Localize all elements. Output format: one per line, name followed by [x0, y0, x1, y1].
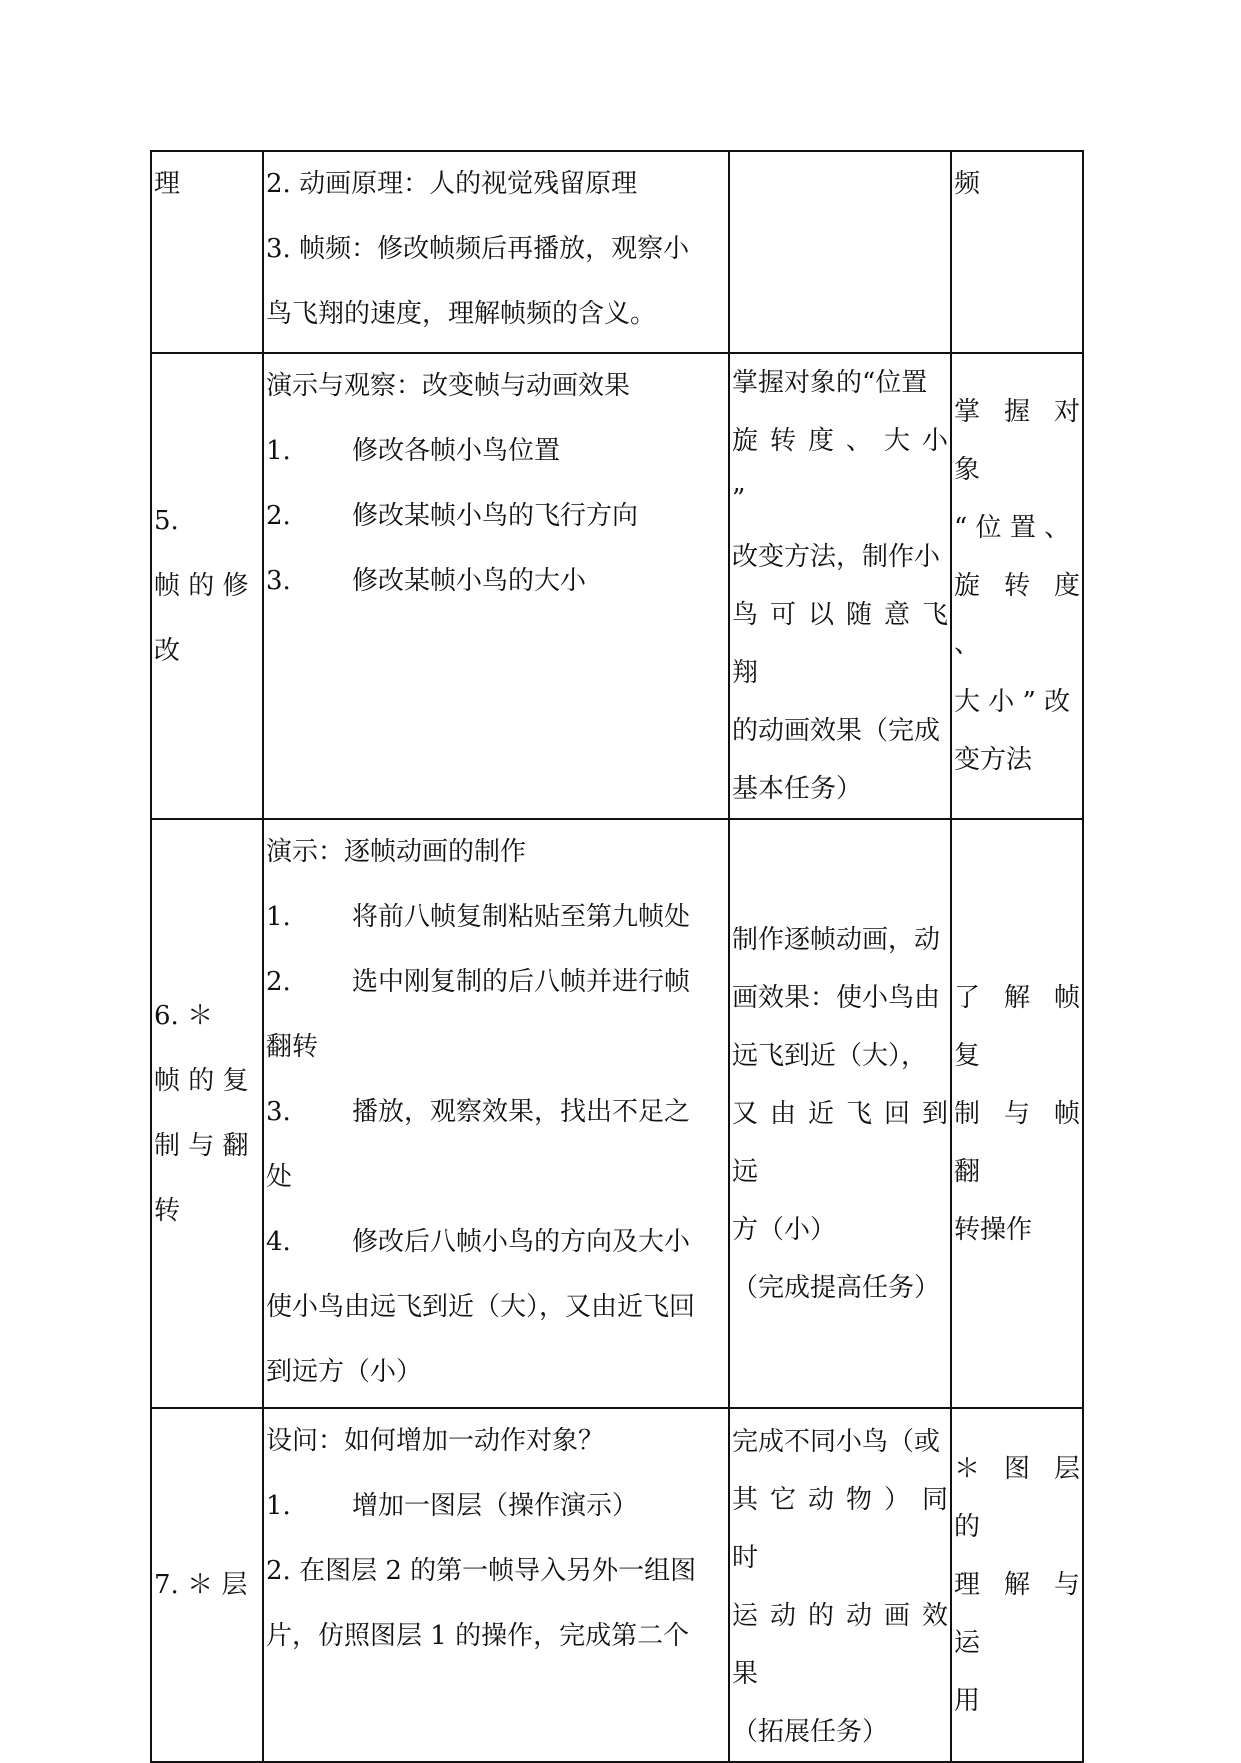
table-row	[151, 819, 1083, 1408]
step-number: 3.	[266, 1097, 291, 1127]
process-line	[266, 419, 726, 484]
task-line: 方（小）	[732, 1214, 837, 1245]
process-line	[266, 950, 726, 1015]
step-text: 增加一图层（操作演示）	[352, 1491, 639, 1521]
goal-line: 制 与 帧 翻	[954, 1098, 1080, 1187]
process-line: 处	[266, 1162, 293, 1192]
process-cell	[263, 819, 729, 1408]
task-line: 制作逐帧动画，动	[732, 924, 941, 955]
process-line: 片，仿照图层 1 的操作，完成第二个	[266, 1621, 690, 1651]
step-number: 1.	[266, 902, 291, 932]
stage-cell	[151, 353, 263, 819]
task-line: 其 它 动 物 ） 同 时	[732, 1485, 948, 1573]
task-cell	[729, 1408, 951, 1762]
process-cell	[263, 151, 729, 353]
step-number: 2.	[266, 501, 291, 531]
step-number: 3.	[266, 566, 291, 596]
process-cell	[263, 1408, 729, 1762]
stage-line: 制 与 翻	[154, 1130, 249, 1161]
stage-line: 帧 的 复	[154, 1065, 249, 1096]
stage-line: 5.	[154, 505, 179, 536]
step-text: 修改某帧小鸟的飞行方向	[352, 501, 639, 531]
task-line: 远飞到近（大），	[732, 1040, 928, 1071]
process-line	[266, 1210, 726, 1275]
stage-line: 改	[154, 635, 181, 666]
lesson-plan-table	[150, 150, 1084, 1763]
goal-line: 变方法	[954, 745, 1033, 775]
stage-line: 7. ＊ 层	[154, 1569, 248, 1600]
task-line: 基本任务）	[732, 774, 863, 804]
task-line: 的动画效果（完成	[732, 716, 941, 746]
task-cell	[729, 151, 951, 353]
task-line: 完成不同小鸟（或	[732, 1427, 941, 1457]
process-line: 到远方（小）	[266, 1357, 423, 1387]
goal-line: 大 小 ” 改	[954, 687, 1071, 717]
process-line: 演示：逐帧动画的制作	[266, 837, 527, 867]
goal-line: 转操作	[954, 1214, 1033, 1245]
goal-line: ＊ 图 层 的	[954, 1454, 1080, 1542]
process-line: 2. 动画原理：人的视觉残留原理	[266, 169, 638, 199]
process-line: 鸟飞翔的速度，理解帧频的含义。	[266, 299, 657, 329]
step-number: 2.	[266, 967, 291, 997]
goal-line: 旋 转 度 、	[954, 571, 1080, 659]
goal-cell	[951, 353, 1083, 819]
goal-line: “ 位 置 、	[954, 513, 1071, 543]
task-line: 又 由 近 飞 回 到 远	[732, 1098, 948, 1187]
stage-cell	[151, 1408, 263, 1762]
step-text: 选中刚复制的后八帧并进行帧	[352, 967, 691, 997]
goal-line: 理 解 与 运	[954, 1570, 1080, 1658]
task-line: 运 动 的 动 画 效 果	[732, 1601, 948, 1689]
task-line: 旋 转 度 、 大 小 ”	[732, 426, 948, 514]
stage-line: 帧 的 修	[154, 570, 249, 601]
stage-line: 6. ＊	[154, 1000, 214, 1031]
goal-cell	[951, 151, 1083, 353]
process-line	[266, 1080, 726, 1145]
table-row	[151, 353, 1083, 819]
step-text: 修改各帧小鸟位置	[352, 436, 561, 466]
table-row	[151, 1408, 1083, 1762]
task-cell	[729, 819, 951, 1408]
task-line: 掌握对象的“位置	[732, 368, 928, 398]
step-text: 将前八帧复制粘贴至第九帧处	[352, 902, 691, 932]
process-line: 演示与观察：改变帧与动画效果	[266, 371, 631, 401]
task-line: （拓展任务）	[732, 1717, 889, 1747]
process-line: 翻转	[266, 1032, 319, 1062]
stage-line: 转	[154, 1195, 181, 1226]
task-line: 改变方法，制作小	[732, 542, 941, 572]
stage-cell	[151, 151, 263, 353]
task-line: 鸟 可 以 随 意 飞 翔	[732, 600, 948, 688]
goal-line: 了 解 帧 复	[954, 982, 1080, 1071]
process-line	[266, 1474, 726, 1539]
process-cell	[263, 353, 729, 819]
goal-line: 掌 握 对 象	[954, 397, 1080, 485]
stage-cell	[151, 819, 263, 1408]
stage-line: 理	[154, 169, 181, 199]
step-text: 修改后八帧小鸟的方向及大小	[352, 1227, 691, 1257]
task-line: （完成提高任务）	[732, 1272, 941, 1303]
table-row	[151, 151, 1083, 353]
process-line: 设问：如何增加一动作对象？	[266, 1426, 605, 1456]
process-line	[266, 549, 726, 614]
step-text: 播放，观察效果，找出不足之	[352, 1097, 691, 1127]
process-line	[266, 484, 726, 549]
step-number: 4.	[266, 1227, 291, 1257]
task-line: 画效果：使小鸟由	[732, 982, 941, 1013]
goal-line: 频	[954, 169, 981, 199]
step-text: 修改某帧小鸟的大小	[352, 566, 587, 596]
process-line: 3. 帧频：修改帧频后再播放，观察小	[266, 234, 690, 264]
goal-cell	[951, 1408, 1083, 1762]
step-number: 1.	[266, 436, 291, 466]
step-number: 1.	[266, 1491, 291, 1521]
task-cell	[729, 353, 951, 819]
process-line: 使小鸟由远飞到近（大），又由近飞回	[266, 1292, 696, 1322]
goal-line: 用	[954, 1686, 981, 1716]
process-line	[266, 885, 726, 950]
goal-cell	[951, 819, 1083, 1408]
process-line: 2. 在图层 2 的第一帧导入另外一组图	[266, 1556, 697, 1586]
